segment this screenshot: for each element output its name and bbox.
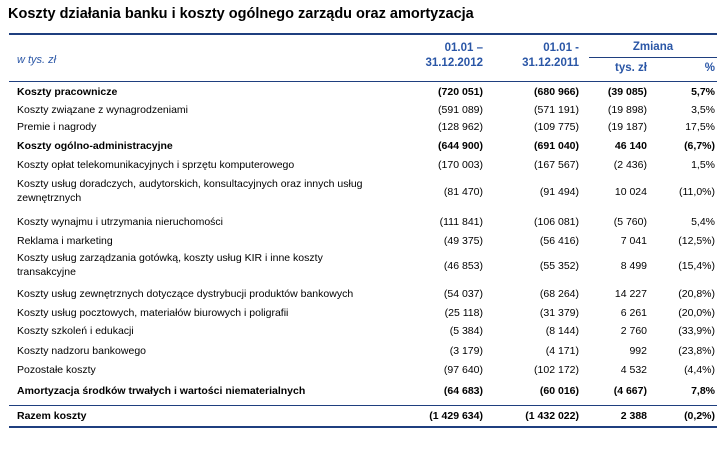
change-pct: (20,8%) [678,288,715,300]
value-2011: (691 040) [534,140,579,152]
total-change-pct: (0,2%) [684,410,715,422]
change-pct-header: % [704,62,715,74]
value-2012: (591 089) [438,104,483,116]
change-abs: (2 436) [613,159,647,171]
total-change-abs: 2 388 [620,410,647,422]
value-2011: (167 567) [534,159,579,171]
value-2012: (128 962) [438,121,483,133]
table-row [9,174,717,212]
value-2011: (91 494) [539,186,579,198]
change-pct: 3,5% [691,104,715,116]
value-2012: (25 118) [444,307,483,319]
table-header [9,35,717,82]
change-abs: 10 024 [614,186,647,198]
row-label: Reklama i marketing [17,235,113,247]
change-pct: (12,5%) [678,235,715,247]
row-label: Koszty związane z wynagrodzeniami [17,104,188,116]
change-abs: (39 085) [607,86,647,98]
change-abs: 7 041 [620,235,647,247]
table-row [9,248,717,284]
row-label: Koszty szkoleń i edukacji [17,325,134,337]
change-pct: 5,7% [691,86,715,98]
change-abs: 6 261 [620,307,647,319]
value-2011: (31 379) [539,307,579,319]
change-abs: (5 760) [613,216,647,228]
value-2011: (56 416) [539,235,579,247]
table-body [9,82,717,405]
value-2012: (3 179) [449,345,483,357]
change-pct: 5,4% [691,216,715,228]
change-abs: 14 227 [614,288,647,300]
table-row [9,360,717,381]
change-pct: 17,5% [685,121,715,133]
row-label: Koszty usług pocztowych, materiałów biurowych i poligrafii [17,307,289,319]
value-2011: (55 352) [539,260,579,272]
row-label: Koszty pracownicze [17,86,118,98]
value-2011: (680 966) [534,86,579,98]
table-row [9,341,717,360]
table-row [9,381,717,405]
change-abs: 992 [629,345,647,357]
column-header-2011: 01.01 - 31.12.2011 [522,42,579,69]
change-pct: (23,8%) [678,345,715,357]
value-2011: (106 081) [534,216,579,228]
table-row [9,117,717,136]
value-2012: (170 003) [438,159,483,171]
change-pct: (33,9%) [678,325,715,337]
change-abs: 8 499 [620,260,647,272]
value-2012: (5 384) [449,325,483,337]
value-2012: (46 853) [443,260,483,272]
table-row [9,321,717,341]
change-abs: 46 140 [614,140,647,152]
table-row [9,82,717,100]
value-2012: (49 375) [443,235,483,247]
change-abs: 4 532 [620,364,647,376]
change-header: Zmiana [589,39,717,58]
table-row [9,212,717,231]
change-pct: (15,4%) [678,260,715,272]
value-2012: (644 900) [438,140,483,152]
change-pct: (20,0%) [678,307,715,319]
value-2011: (102 172) [534,364,579,376]
value-2011: (68 264) [539,288,579,300]
row-label: Koszty wynajmu i utrzymania nieruchomości [17,216,223,228]
value-2012: (54 037) [443,288,483,300]
total-label: Razem koszty [17,410,87,422]
row-label: Pozostałe koszty [17,364,96,376]
table-row [9,136,717,155]
change-header-group [589,39,717,81]
row-label: Koszty usług zewnętrznych dotyczące dystrybucji produktów bankowych [17,288,354,300]
unit-label: w tys. zł [17,54,57,66]
value-2012: (81 470) [443,186,483,198]
change-abs: 2 760 [620,325,647,337]
row-label: Koszty usług doradczych, audytorskich, konsultacyjnych oraz innych usług zewnętrznych [17,178,363,204]
change-abs: (4 667) [613,385,647,397]
value-2011: (571 191) [534,104,579,116]
page-title: Koszty działania banku i koszty ogólnego zarządu oraz amortyzacja [8,6,474,22]
row-label: Amortyzacja środków trwałych i wartości niematerialnych [17,385,306,397]
change-pct: (6,7%) [684,140,715,152]
column-header-2012: 01.01 – 31.12.2012 [425,42,483,69]
row-label: Premie i nagrody [17,121,97,133]
table-row [9,231,717,248]
table-row [9,284,717,303]
value-2012: (720 051) [438,86,483,98]
change-pct: 7,8% [691,385,715,397]
total-value-2012: (1 429 634) [429,410,483,422]
change-pct: 1,5% [691,159,715,171]
change-pct: (11,0%) [679,186,715,198]
cost-table [9,33,717,428]
change-abs: (19 187) [607,121,647,133]
change-abs: (19 898) [607,104,647,116]
change-pct: (4,4%) [684,364,715,376]
table-row [9,303,717,321]
value-2011: (109 775) [534,121,579,133]
total-value-2011: (1 432 022) [525,410,579,422]
value-2012: (64 683) [443,385,483,397]
row-label: Koszty nadzoru bankowego [17,345,146,357]
row-label: Koszty ogólno-administracyjne [17,140,173,152]
value-2011: (4 171) [545,345,579,357]
value-2012: (111 841) [439,216,483,228]
table-row [9,155,717,174]
table-bottom-rule [9,426,717,428]
total-row [9,405,717,426]
value-2011: (8 144) [545,325,579,337]
row-label: Koszty opłat telekomunikacyjnych i sprzętu komputerowego [17,159,295,171]
row-label: Koszty usług zarządzania gotówką, koszty usług KIR i inne koszty transakcyjne [17,252,323,278]
value-2011: (60 016) [539,385,579,397]
value-2012: (97 640) [443,364,483,376]
change-abs-header: tys. zł [615,62,647,74]
table-row [9,100,717,117]
